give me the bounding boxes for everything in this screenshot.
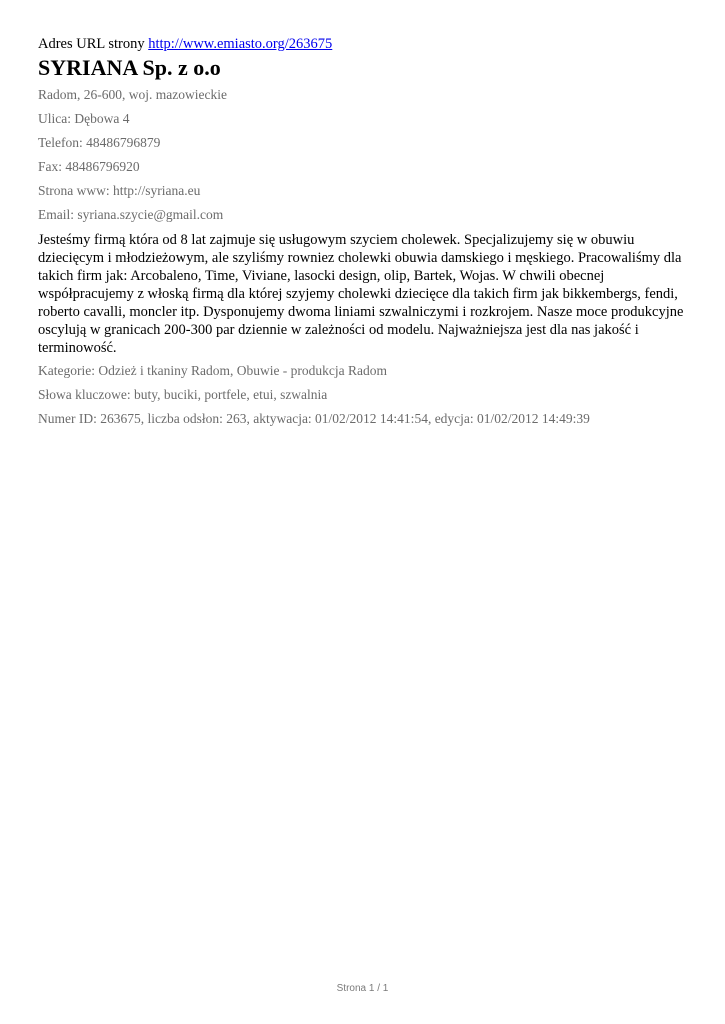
page-url-link[interactable]: http://www.emiasto.org/263675	[148, 36, 333, 52]
record-info-line: Numer ID: 263675, liczba odsłon: 263, aktywacja: 01/02/2012 14:41:54, edycja: 01/02/2012 14:49:39	[38, 411, 590, 426]
categories-line: Kategorie: Odzież i tkaniny Radom, Obuwie - produkcja Radom	[38, 363, 388, 378]
company-name: SYRIANA Sp. z o.o	[38, 55, 221, 80]
company-description: Jesteśmy firmą która od 8 lat zajmuje się usługowym szyciem cholewek. Specjalizujemy się w obuwiu dziecięcym i młodzieżowym, ale szyliśmy rowniez cholewki obuwia damskiego i męskiego. Pracowaliśmy dla takich firm jak: Arcobaleno, Time, Viviane, lasocki design, olip, Bartek, Wojas. W chwili obecnej współpracujemy z włoską firmą dla której szyjemy cholewki dziecięce dla takich firm jak bikkembergs, fendi, roberto cavalli, moncler itp. Dysponujemy dwoma liniami szwalniczymi i rozkrojem. Nasze moce produkcyjne oscylują w granicach 200-300 par dziennie w zależności od modelu. Najważniejsza jest dla nas jakość i terminowość.	[38, 232, 684, 356]
page-url-line	[38, 36, 690, 53]
company-fax: Fax: 48486796920	[38, 159, 140, 174]
url-label: Adres URL strony	[38, 36, 145, 52]
company-street: Ulica: Dębowa 4	[38, 111, 130, 126]
company-phone: Telefon: 48486796879	[38, 135, 161, 150]
keywords-line: Słowa kluczowe: buty, buciki, portfele, etui, szwalnia	[38, 387, 328, 402]
company-email: Email: syriana.szycie@gmail.com	[38, 207, 224, 222]
document-page	[38, 36, 690, 435]
company-website: Strona www: http://syriana.eu	[38, 183, 201, 198]
page-number-footer: Strona 1 / 1	[336, 983, 389, 994]
company-address: Radom, 26-600, woj. mazowieckie	[38, 87, 227, 102]
